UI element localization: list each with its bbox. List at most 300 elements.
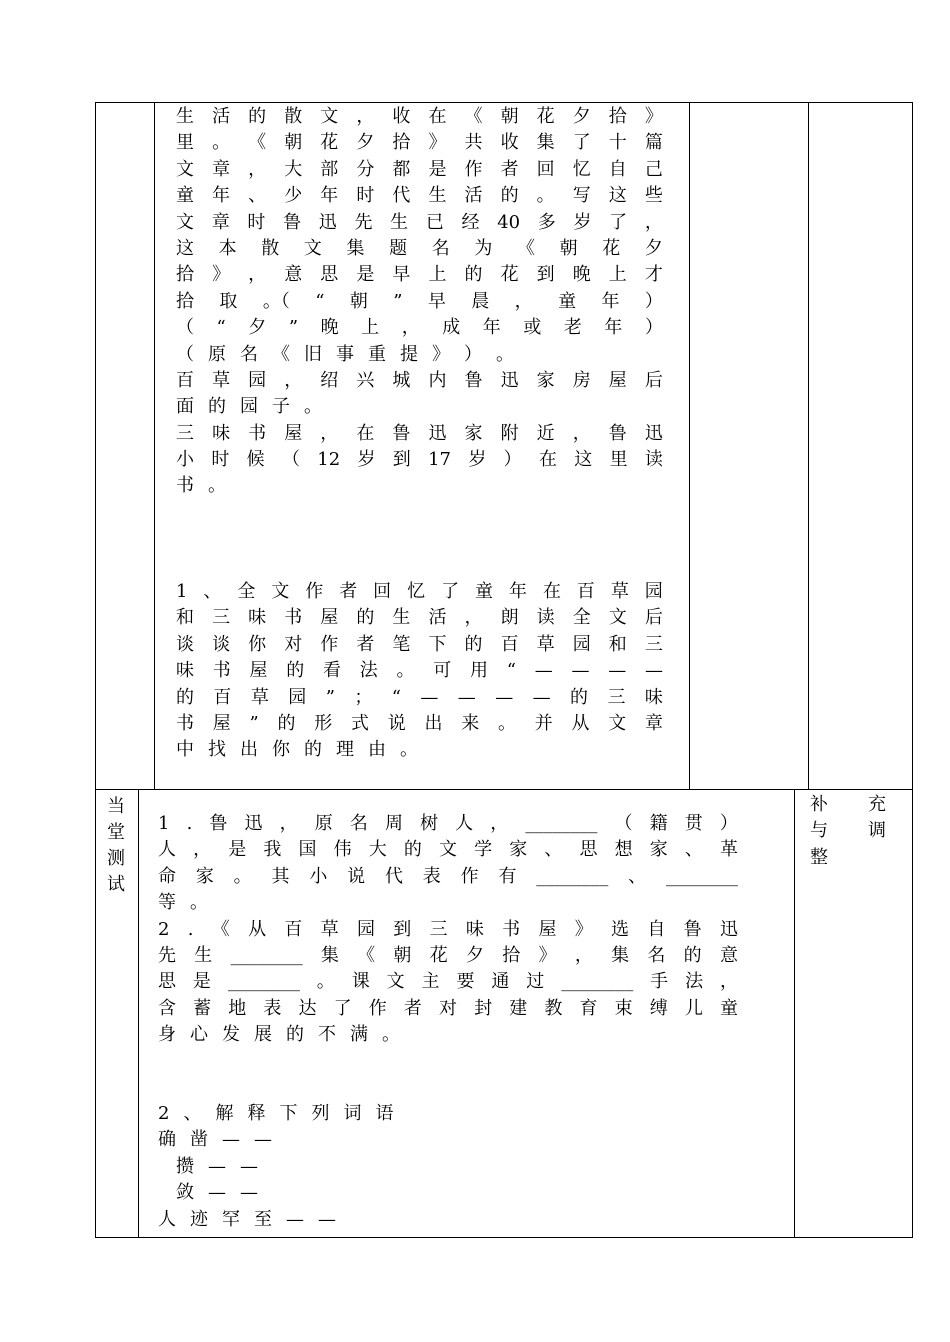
text-char: 童: [176, 185, 194, 207]
text-char: 了: [572, 132, 591, 154]
text-char: ，: [572, 422, 591, 444]
text-char: 笔: [392, 633, 411, 655]
text-char: 园: [644, 581, 663, 602]
text-char: 迅: [500, 369, 519, 391]
text-char: 草: [320, 918, 339, 940]
text-char: 年: [604, 317, 623, 339]
text-char: 集: [320, 944, 339, 966]
text-char: 味: [644, 686, 663, 708]
text-char: 主: [421, 971, 440, 993]
text-char: 读: [644, 449, 663, 471]
text-char: 草: [610, 581, 629, 602]
text-char: —: [208, 1155, 226, 1177]
text-char: 候: [246, 449, 265, 471]
text-char: 篇: [644, 132, 663, 154]
text-char: 下: [279, 1103, 298, 1124]
text-char: ________: [227, 971, 300, 993]
text-char: 由: [368, 739, 386, 761]
text-char: ________: [561, 971, 634, 993]
text-char: 的: [286, 1024, 304, 1046]
text-char: 年: [320, 185, 339, 207]
text-char: 者: [356, 633, 375, 655]
text-char: 屋: [608, 369, 627, 391]
text-char: 三: [212, 607, 231, 629]
text-line: [176, 289, 663, 315]
text-char: 周: [384, 813, 403, 834]
text-char: 散: [284, 106, 303, 127]
text-char: 了: [441, 581, 460, 602]
text-char: 名: [349, 813, 368, 834]
text-char: 》: [644, 106, 663, 127]
text-char: 文: [386, 971, 405, 993]
text-char: 凿: [190, 1129, 208, 1151]
upper-col-divider-2: [689, 102, 690, 789]
text-char: 朝: [349, 290, 368, 312]
text-char: 后: [644, 369, 663, 391]
text-char: 的: [500, 185, 519, 207]
text-char: 。: [304, 396, 322, 418]
text-char: 语: [375, 1103, 394, 1124]
text-char: 者: [403, 997, 422, 1019]
text-char: 文: [176, 211, 194, 233]
text-char: 面: [176, 396, 194, 418]
text-char: 。: [233, 865, 252, 887]
text-char: ，: [193, 839, 212, 861]
text-char: 花: [536, 106, 555, 127]
text-char: 三: [176, 422, 194, 444]
text-char: 、: [684, 839, 703, 861]
text-char: 经: [461, 211, 480, 233]
text-char: ，: [464, 607, 483, 629]
text-line: [176, 632, 663, 658]
section-label-test: [104, 794, 128, 898]
text-char: 的: [464, 633, 483, 655]
text-char: 找: [208, 739, 226, 761]
text-char: 人: [158, 1208, 176, 1230]
text-char: 调: [868, 820, 886, 842]
text-char: 夕: [356, 132, 375, 154]
text-char: 学: [474, 839, 493, 861]
text-char: 手: [650, 971, 669, 993]
text-char: 房: [572, 369, 591, 391]
text-char: 三: [644, 633, 663, 655]
text-char: 味: [465, 918, 484, 940]
text-line: [176, 394, 663, 420]
text-char: 、: [544, 839, 563, 861]
text-line: [176, 737, 663, 763]
text-char: 家: [464, 422, 483, 444]
text-char: 我: [263, 839, 282, 861]
upper-content: [176, 104, 663, 500]
text-line: [176, 104, 663, 130]
text-char: 鲁: [608, 422, 627, 444]
text-char: 本: [218, 237, 237, 259]
text-char: 代: [384, 865, 403, 887]
text-char: 部: [320, 158, 339, 180]
text-char: 朝: [284, 132, 303, 154]
text-char: ”: [325, 686, 335, 708]
text-char: 文: [176, 158, 194, 180]
text-char: 整: [810, 846, 828, 868]
text-char: 代: [392, 185, 411, 207]
text-char: 在: [542, 581, 561, 602]
vocab-item-2: [158, 1154, 458, 1180]
text-char: 《: [357, 944, 376, 966]
text-char: 文: [303, 237, 322, 259]
text-char: 百: [176, 369, 194, 391]
text-char: 年: [508, 581, 527, 602]
text-char: ，: [719, 971, 738, 993]
text-char: 书: [284, 607, 303, 629]
text-line: [176, 210, 663, 236]
text-line: [158, 890, 738, 916]
text-char: 作: [460, 865, 479, 887]
text-char: 课: [351, 971, 370, 993]
text-char: 法: [359, 660, 378, 682]
text-char: ，: [574, 944, 593, 966]
text-char: —: [420, 686, 439, 708]
text-char: 和: [608, 633, 627, 655]
text-char: 释: [247, 1103, 266, 1124]
text-char: 收: [392, 106, 411, 127]
text-char: 早: [427, 290, 446, 312]
section-divider: [95, 789, 913, 790]
text-char: 朝: [393, 944, 412, 966]
text-char: 用: [470, 660, 488, 682]
text-char: 年: [601, 290, 620, 312]
text-char: 。: [212, 132, 231, 154]
text-char: 、: [183, 1103, 202, 1124]
text-char: 地: [228, 997, 247, 1019]
text-char: 分: [356, 158, 375, 180]
text-char: 贯: [684, 813, 703, 834]
text-char: ，: [248, 158, 267, 180]
text-char: 夕: [465, 944, 484, 966]
text-char: 旧: [304, 343, 322, 365]
text-char: 岁: [573, 211, 592, 233]
text-char: 这: [176, 237, 194, 259]
text-char: 拾: [608, 106, 627, 127]
text-line: [158, 1022, 738, 1048]
text-char: （: [176, 317, 194, 339]
text-char: 罕: [222, 1208, 240, 1230]
intro-paragraph: [176, 104, 663, 368]
label-char: 试: [107, 874, 125, 895]
text-char: 籍: [649, 813, 668, 834]
text-line: [176, 342, 663, 368]
text-char: 有: [498, 865, 517, 887]
text-char: 散: [261, 237, 280, 259]
text-char: 了: [609, 211, 628, 233]
text-char: ，: [279, 813, 298, 834]
garden-paragraph: [176, 368, 663, 421]
text-char: 早: [392, 264, 411, 286]
text-char: 至: [254, 1208, 272, 1230]
text-char: 等: [158, 892, 176, 914]
text-char: 先: [158, 944, 176, 966]
text-char: “: [216, 317, 226, 339]
text-char: 《: [272, 343, 290, 365]
text-char: —: [254, 1129, 272, 1151]
text-char: 1: [176, 581, 188, 602]
text-char: 身: [158, 1024, 176, 1046]
text-char: 。: [536, 185, 555, 207]
text-char: （: [176, 343, 194, 365]
text-line: [158, 943, 738, 969]
text-char: ，: [320, 422, 339, 444]
text-char: 童: [720, 997, 738, 1019]
text-char: 束: [614, 997, 633, 1019]
text-char: 鲁: [392, 422, 411, 444]
text-char: 为: [474, 237, 493, 259]
text-char: 成: [442, 317, 461, 339]
vocab-title: [158, 1101, 458, 1127]
vocab-item-1: [158, 1127, 458, 1153]
text-char: 这: [574, 449, 593, 471]
text-char: 夕: [572, 106, 591, 127]
text-char: 法: [685, 971, 704, 993]
text-char: 教: [544, 997, 563, 1019]
text-char: 词: [343, 1103, 362, 1124]
text-char: 选: [611, 918, 630, 940]
text-char: 晚: [320, 317, 339, 339]
text-char: 味: [248, 607, 267, 629]
text-char: 或: [523, 317, 542, 339]
text-char: 确: [158, 1129, 176, 1151]
text-char: 后: [644, 607, 663, 629]
text-char: 从: [248, 918, 267, 940]
text-char: 童: [475, 581, 494, 602]
text-char: 想: [614, 839, 633, 861]
text-char: 屋: [538, 918, 557, 940]
text-char: 提: [400, 343, 418, 365]
text-char: 意: [719, 944, 738, 966]
text-char: 百: [500, 633, 519, 655]
text-char: 者: [339, 581, 358, 602]
text-char: 小: [309, 865, 328, 887]
text-char: 的: [176, 686, 194, 708]
text-char: 迅: [244, 813, 263, 834]
text-char: ）: [644, 317, 663, 339]
text-char: 全: [572, 607, 591, 629]
text-char: 作: [320, 633, 339, 655]
text-char: 章: [212, 158, 231, 180]
text-char: 读: [536, 607, 555, 629]
text-char: 园: [240, 396, 258, 418]
text-char: ）: [503, 449, 522, 471]
text-char: 缚: [649, 997, 668, 1019]
text-char: 原: [314, 813, 333, 834]
text-char: 敛: [176, 1182, 194, 1204]
text-char: 文: [608, 712, 627, 734]
lower-col-divider-1: [138, 789, 139, 1237]
text-char: ，: [514, 290, 533, 312]
text-char: —: [318, 1208, 336, 1230]
text-char: 表: [263, 997, 282, 1019]
text-char: —: [534, 660, 553, 682]
text-char: 。: [400, 739, 418, 761]
text-char: ）: [719, 813, 738, 834]
text-char: 者: [500, 158, 519, 180]
text-line: [176, 368, 663, 394]
text-char: 是: [192, 971, 211, 993]
text-char: ”: [393, 290, 403, 312]
school-paragraph: [176, 421, 663, 500]
text-char: 拾: [176, 264, 194, 286]
text-char: 到: [393, 918, 412, 940]
text-char: —: [571, 660, 590, 682]
vocab-block: [158, 1101, 458, 1233]
text-char: 夕: [644, 237, 663, 259]
text-char: 》: [432, 343, 450, 365]
text-char: 攒: [176, 1155, 194, 1177]
text-char: ，: [401, 317, 420, 339]
text-char: 。: [190, 892, 208, 914]
text-char: 名: [647, 944, 666, 966]
text-char: 园: [572, 633, 591, 655]
text-char: 发: [222, 1024, 240, 1046]
text-char: 与: [810, 820, 828, 842]
text-char: 才: [644, 264, 663, 286]
text-char: 《: [517, 237, 535, 259]
text-char: ）: [464, 343, 482, 365]
text-char: ；: [354, 686, 373, 708]
test-block: [158, 811, 738, 1049]
text-char: 年: [212, 185, 231, 207]
text-char: 鲁: [464, 369, 483, 391]
text-char: 迅: [318, 211, 337, 233]
text-char: 的: [356, 607, 375, 629]
text-char: 的: [277, 712, 296, 734]
text-char: 事: [336, 343, 354, 365]
upper-left-border: [95, 102, 96, 1237]
text-line: [176, 473, 663, 499]
text-char: 》: [428, 132, 447, 154]
text-char: 上: [428, 264, 447, 286]
text-char: —: [608, 660, 627, 682]
table-right-border: [912, 102, 913, 1237]
text-char: 。: [497, 712, 516, 734]
text-char: ________: [230, 944, 303, 966]
text-char: 上: [608, 264, 627, 286]
text-char: 附: [500, 422, 519, 444]
text-char: 取: [219, 290, 238, 312]
text-char: 书: [176, 712, 194, 734]
text-char: 共: [464, 132, 483, 154]
text-char: 的: [683, 944, 702, 966]
text-char: 园: [356, 918, 375, 940]
text-char: 家: [649, 839, 668, 861]
text-char: 自: [608, 158, 627, 180]
text-char: 文: [320, 106, 339, 127]
text-char: 草: [250, 686, 269, 708]
vocab-item-4: [158, 1207, 458, 1233]
text-char: 里: [176, 132, 194, 154]
text-char: 屋: [212, 712, 231, 734]
text-char: 。: [208, 475, 226, 497]
text-char: 朝: [500, 106, 519, 127]
text-char: 百: [213, 686, 232, 708]
text-char: 花: [429, 944, 448, 966]
text-char: —: [222, 1129, 240, 1151]
text-line: [176, 658, 663, 684]
text-char: 是: [428, 158, 447, 180]
text-char: 中: [176, 739, 194, 761]
text-char: 花: [500, 264, 519, 286]
text-char: 心: [190, 1024, 208, 1046]
text-char: 是: [356, 264, 375, 286]
text-char: ）: [644, 290, 663, 312]
text-char: 蓄: [193, 997, 212, 1019]
text-char: 说: [347, 865, 366, 887]
text-char: 文: [271, 581, 290, 602]
text-char: 2: [158, 918, 170, 940]
text-char: 到: [536, 264, 555, 286]
text-char: 作: [464, 158, 483, 180]
text-char: （: [281, 449, 300, 471]
text-char: 解: [215, 1103, 234, 1124]
text-char: 集: [536, 132, 555, 154]
text-char: 》: [212, 264, 231, 286]
text-char: 百: [576, 581, 595, 602]
text-char: 集: [346, 237, 365, 259]
text-line: [176, 130, 663, 156]
text-char: 人: [158, 839, 176, 861]
text-char: 先: [354, 211, 373, 233]
text-char: 革: [720, 839, 738, 861]
text-char: 在: [428, 106, 447, 127]
text-char: （: [614, 813, 633, 834]
text-char: 其: [271, 865, 290, 887]
text-char: 内: [428, 369, 447, 391]
text-char: 忆: [407, 581, 426, 602]
text-char: 在: [538, 449, 557, 471]
text-char: 多: [537, 211, 556, 233]
text-char: 忆: [572, 158, 591, 180]
text-char: 国: [298, 839, 317, 861]
text-char: 百: [284, 918, 303, 940]
text-line: [176, 711, 663, 737]
text-char: —: [457, 686, 476, 708]
upper-col-divider-3: [808, 102, 809, 789]
text-char: 收: [500, 132, 519, 154]
text-char: 屋: [249, 660, 268, 682]
text-char: 生: [392, 607, 411, 629]
text-char: 不: [318, 1024, 336, 1046]
text-char: 城: [392, 369, 411, 391]
text-char: 下: [428, 633, 447, 655]
text-char: 迅: [719, 918, 738, 940]
text-char: 、: [628, 865, 647, 887]
test-question-1: [158, 811, 738, 917]
text-char: 生: [428, 185, 447, 207]
text-char: 对: [284, 633, 303, 655]
text-char: 鲁: [683, 918, 702, 940]
text-char: 上: [361, 317, 380, 339]
text-char: “: [506, 660, 516, 682]
text-char: ，: [644, 211, 663, 233]
text-char: 小: [176, 449, 194, 471]
text-char: “: [315, 290, 325, 312]
text-char: 的: [248, 106, 267, 127]
text-char: 的: [570, 686, 589, 708]
text-line: [176, 579, 663, 605]
text-char: 》: [574, 918, 593, 940]
text-line: [158, 996, 738, 1022]
text-char: —: [240, 1155, 258, 1177]
text-char: 生: [194, 944, 213, 966]
text-char: 列: [311, 1103, 330, 1124]
